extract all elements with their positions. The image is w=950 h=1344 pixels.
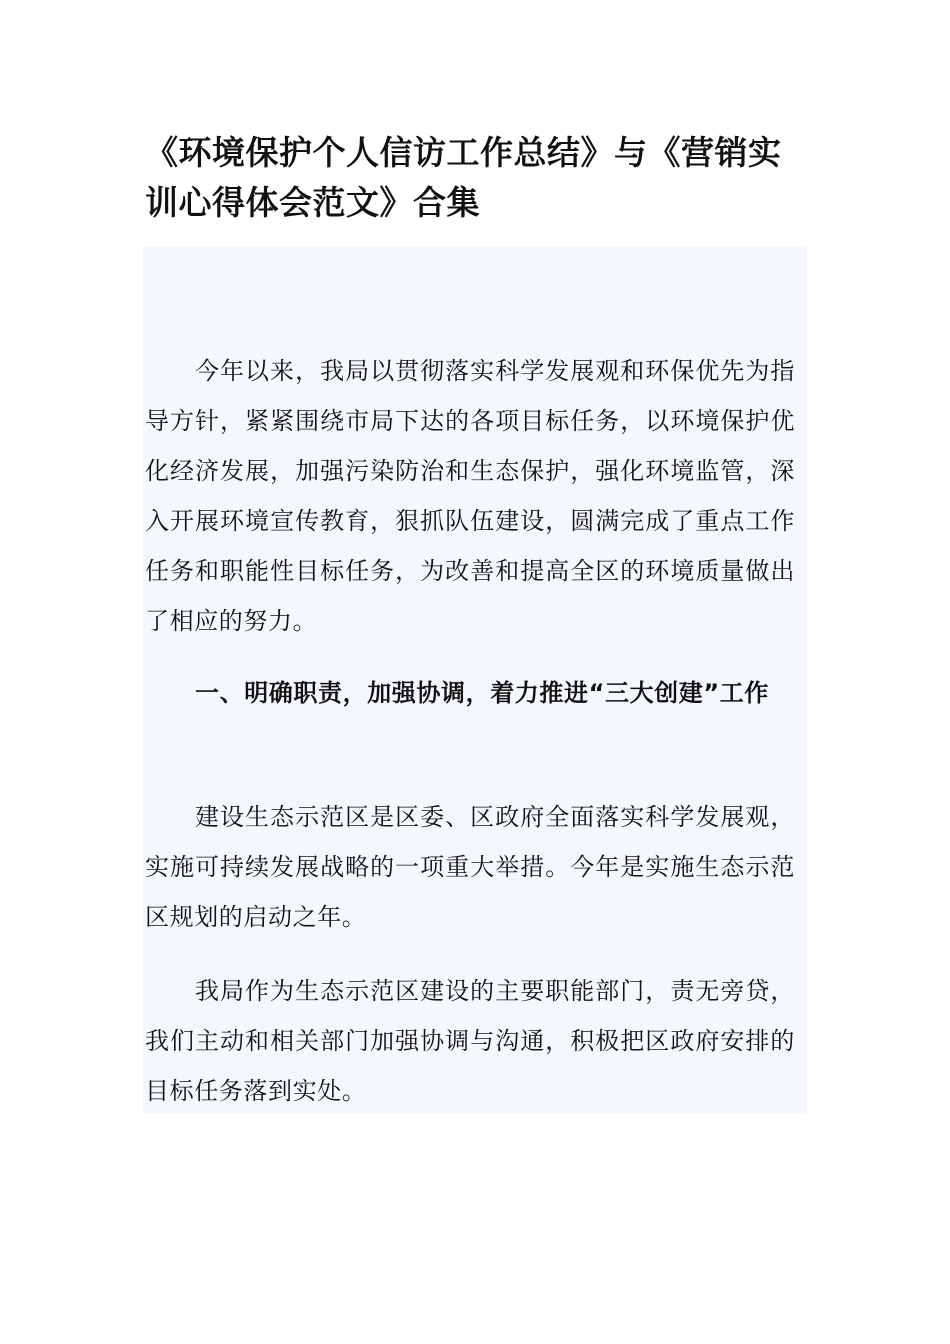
intro-paragraph: 今年以来，我局以贯彻落实科学发展观和环保优先为指导方针，紧紧围绕市局下达的各项目标任务，以环境保护优化经济发展，加强污染防治和生态保护，强化环境监管，深入开展环境宣传教育，狠抓队伍建设，圆满完成了重点工作任务和职能性目标任务，为改善和提高全区的环境质量做出了相应的努力。 — [145, 357, 795, 635]
document-title: 《环境保护个人信访工作总结》与《营销实训心得体会范文》合集 — [145, 133, 782, 222]
section-heading: 一、明确职责，加强协调，着力推进“三大创建”工作 — [195, 679, 769, 707]
section-paragraph-2: 我局作为生态示范区建设的主要职能部门，责无旁贷，我们主动和相关部门加强协调与沟通，积极把区政府安排的目标任务落到实处。 — [145, 977, 795, 1105]
section-paragraph-1: 建设生态示范区是区委、区政府全面落实科学发展观，实施可持续发展战略的一项重大举措。今年是实施生态示范区规划的启动之年。 — [145, 803, 795, 931]
